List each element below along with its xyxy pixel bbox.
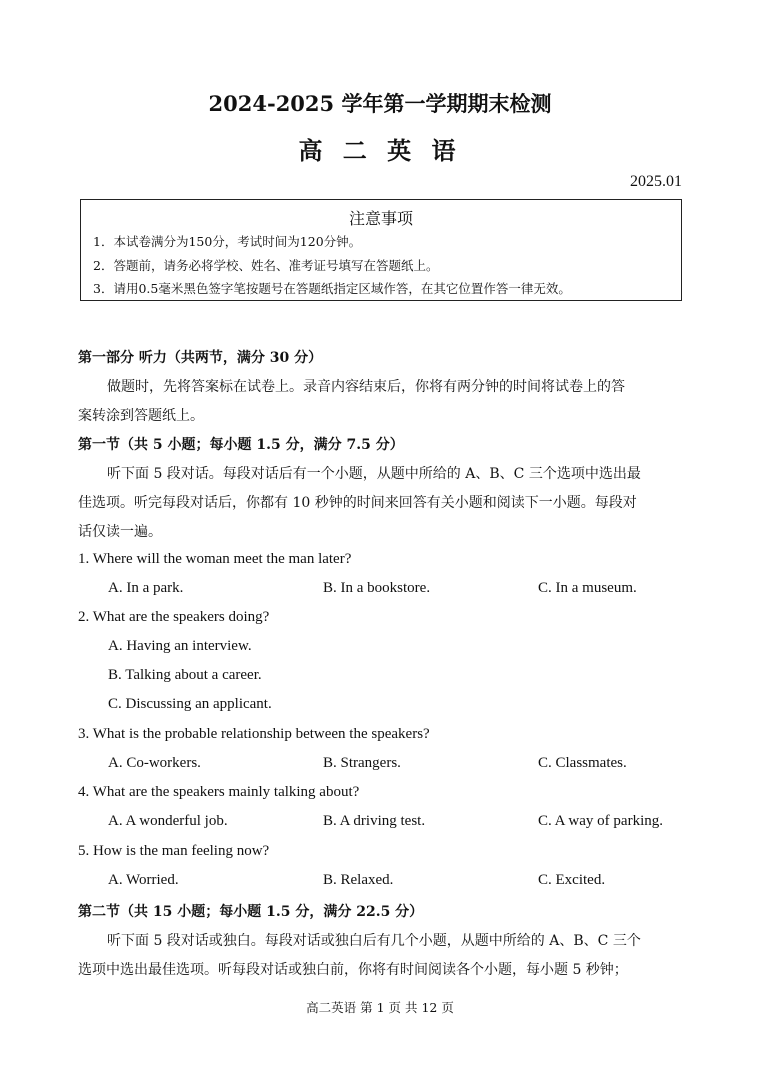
option-b: B. Talking about a career. (108, 667, 262, 683)
option-c: C. In a museum. (538, 580, 637, 596)
part1-intro: 做题时，先将答案标在试卷上。录音内容结束后，你将有两分钟的时间将试卷上的答 (107, 379, 625, 395)
option-a: A. A wonderful job. (108, 813, 228, 829)
question-text: 1. Where will the woman meet the man later? (78, 551, 352, 567)
option-c: C. Excited. (538, 872, 606, 888)
page-footer: 高二英语 第 1 页 共 12 页 (306, 1000, 454, 1015)
notice-item: 1．本试卷满分为150分，考试时间为120分钟。 (93, 234, 362, 249)
option-a: A. In a park. (108, 580, 184, 596)
notice-title: 注意事项 (348, 209, 413, 228)
option-c: C. Discussing an applicant. (108, 696, 272, 712)
option-a: A. Co-workers. (108, 755, 201, 771)
notice-box (80, 199, 682, 301)
option-b: B. A driving test. (323, 813, 426, 829)
part1-heading: 第一部分 听力（共两节，满分 30 分） (78, 350, 323, 366)
section1-intro: 佳选项。听完每段对话后，你都有 10 秒钟的时间来回答有关小题和阅读下一小题。每段对 (78, 495, 637, 511)
section1-intro: 听下面 5 段对话。每段对话后有一个小题，从题中所给的 A、B、C 三个选项中选出最 (107, 466, 641, 482)
question-text: 5. How is the man feeling now? (78, 843, 270, 859)
option-b: B. In a bookstore. (323, 580, 431, 596)
option-c: C. A way of parking. (538, 813, 663, 829)
option-a: A. Having an interview. (108, 638, 252, 654)
option-b: B. Strangers. (323, 755, 401, 771)
option-c: C. Classmates. (538, 755, 627, 771)
section2-intro: 选项中选出最佳选项。听每段对话或独白前，你将有时间阅读各个小题，每小题 5 秒钟； (78, 962, 628, 978)
exam-title: 2024-2025 学年第一学期期末检测 (208, 91, 552, 116)
section2-heading: 第二节（共 15 小题；每小题 1.5 分，满分 22.5 分） (78, 904, 424, 920)
option-b: B. Relaxed. (323, 872, 394, 888)
subject-title: 高 二 英 语 (298, 136, 462, 165)
option-a: A. Worried. (108, 872, 179, 888)
section1-intro: 话仅读一遍。 (78, 524, 162, 540)
section2-intro: 听下面 5 段对话或独白。每段对话或独白后有几个小题，从题中所给的 A、B、C 三个 (107, 933, 641, 949)
notice-item: 3．请用0.5毫米黑色签字笔按题号在答题纸指定区域作答，在其它位置作答一律无效。 (93, 281, 571, 296)
section1-heading: 第一节（共 5 小题；每小题 1.5 分，满分 7.5 分） (78, 437, 404, 453)
notice-item: 2．答题前，请务必将学校、姓名、准考证号填写在答题纸上。 (93, 258, 439, 273)
question-text: 3. What is the probable relationship between the speakers? (78, 726, 430, 742)
part1-intro: 案转涂到答题纸上。 (78, 408, 204, 424)
question-text: 2. What are the speakers doing? (78, 609, 270, 625)
question-text: 4. What are the speakers mainly talking about? (78, 784, 360, 800)
exam-date: 2025.01 (630, 173, 682, 190)
